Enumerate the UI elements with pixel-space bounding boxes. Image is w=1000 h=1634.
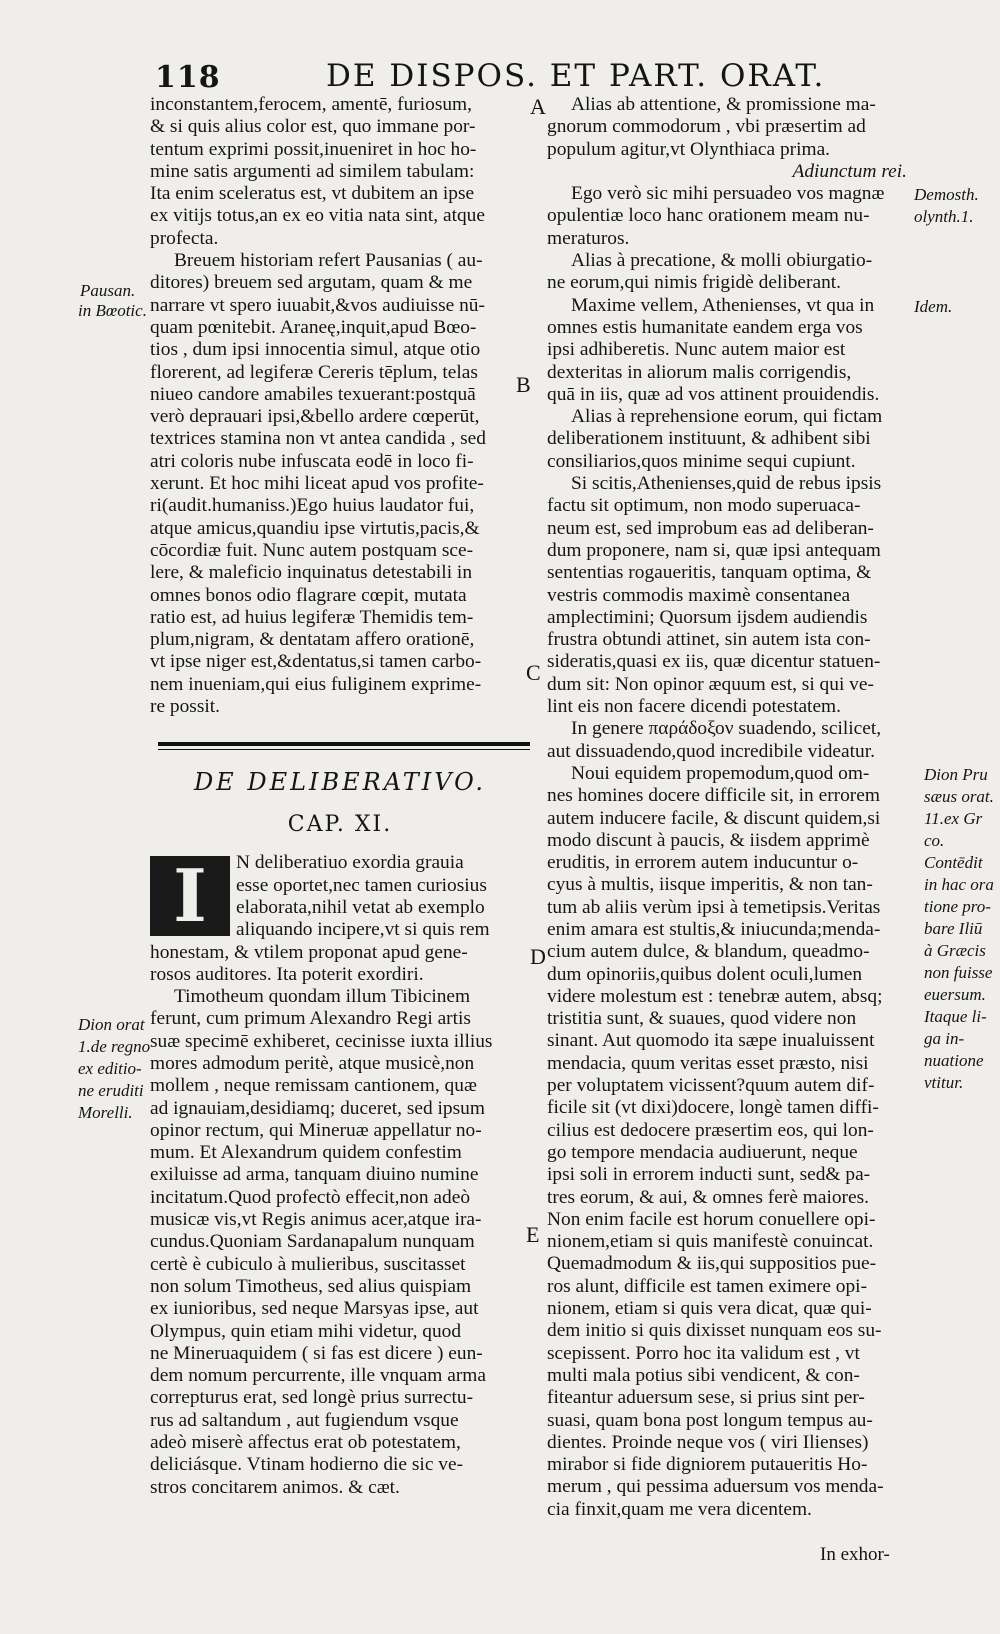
text-line: mine satis argumenti ad similem tabulam: — [150, 160, 475, 182]
right-column — [547, 94, 935, 1521]
text-line: incitatum.Quod profectò effecit,non adeò — [150, 1186, 471, 1208]
text-line: tum ab aliis verùm ipsi à temetipsis.Veritas — [547, 896, 881, 918]
text-line: Alias ab attentione, & promissione ma- — [571, 94, 876, 115]
text-line: adeò miserè affectus erat ob potestatem, — [150, 1432, 461, 1454]
text-line: mum. Et Alexandrum quidem confestim — [150, 1142, 462, 1164]
section-letter-a: A — [530, 94, 546, 119]
margin-note: Demosth. — [914, 185, 979, 204]
margin-note: olynth.1. — [914, 207, 974, 226]
text-line: ne Mineruaquidem ( si fas est dicere ) eun- — [150, 1342, 483, 1364]
section-letter-c: C — [526, 660, 541, 685]
margin-note: Itaque li- — [924, 1007, 987, 1026]
margin-note: ga in- — [924, 1029, 965, 1048]
text-line: suasi, quam bona post longum tempus au- — [547, 1409, 873, 1431]
text-line: xerunt. Et hoc mihi liceat apud vos profite- — [150, 473, 484, 495]
text-line: neum est, sed improbum eas ad deliberan- — [547, 517, 874, 539]
text-line: ex iunioribus, sed neque Marsyas ipse, aut — [150, 1298, 479, 1320]
text-line: Breuem historiam refert Pausanias ( au- — [174, 250, 483, 272]
text-line: N deliberatiuo exordia grauia — [236, 852, 464, 874]
left-bottom-text — [150, 942, 530, 1499]
text-line: suæ specimē exhiberet, cecinisse iuxta illius — [150, 1030, 493, 1052]
margin-note: tione pro- — [924, 897, 991, 916]
left-column — [150, 94, 530, 1499]
margin-note: in Bœotic. — [78, 301, 147, 320]
text-line: tentum exprimi possit,inueniret in hoc ho- — [150, 138, 477, 160]
text-line: nionem,etiam si quis manifestè conuincat. — [547, 1231, 874, 1253]
text-line: modo discunt à paucis, & iisdem apprimè — [547, 829, 870, 851]
text-line: mirabor si fide digniorem putaueritis Ho- — [547, 1454, 868, 1476]
text-line: honestam, & vtilem proponat apud gene- — [150, 941, 468, 963]
text-line: cilius est dedocere præsertim eos, qui lon- — [547, 1119, 874, 1141]
text-line: go tempore mendacia audiuerunt, neque — [547, 1141, 858, 1163]
text-line: & si quis alius color est, quo immane por- — [150, 116, 476, 138]
margin-note: vtitur. — [924, 1073, 964, 1092]
text-line: lint eis non facere dicendi potestatem. — [547, 696, 841, 718]
text-line: cia finxit,quam me vera dicentem. — [547, 1498, 812, 1520]
margin-note: 11.ex Gr — [924, 809, 983, 828]
margin-note: ne eruditi — [78, 1081, 144, 1100]
text-line: vt ipse niger est,&dentatus,si tamen carbo- — [150, 651, 482, 673]
section-divider — [158, 742, 530, 750]
text-line: ri(audit.humaniss.)Ego huius laudator fui, — [150, 495, 475, 517]
margin-note: euersum. — [924, 985, 986, 1004]
text-line: Alias à reprehensione eorum, qui fictam — [571, 406, 883, 428]
text-line: scepissent. Porro hoc ita validum est , vt — [547, 1342, 860, 1364]
text-line: deliberationem instituunt, & adhibent sibi — [547, 428, 871, 450]
text-line: frustra obtundi attinet, sin autem ista con- — [547, 629, 871, 651]
text-line: consiliarios,quos minime sequi cupiunt. — [547, 450, 856, 472]
text-line: nes homines docere difficile sit, in errorem — [547, 785, 880, 807]
text-line: nem inueniam,qui eius fuliginem exprime- — [150, 673, 482, 695]
text-line: cium autem dulce, & blandum, queadmo- — [547, 941, 870, 963]
text-line: vestris commodis maximè consentanea — [547, 584, 851, 606]
text-line: eruditis, in errorem autem inducuntur o- — [547, 852, 859, 874]
text-line: tristitia sunt, & suaues, quod videre non — [547, 1008, 857, 1030]
text-line: videre molestum est : tenebræ autem, absq; — [547, 985, 883, 1007]
text-line: lere, & maleficio inquinatus detestabili in — [150, 562, 473, 584]
text-line: nionem, etiam si quis vera dicat, quæ qui- — [547, 1298, 872, 1320]
text-line: dum opinoriis,quibus dolent oculi,lumen — [547, 963, 863, 985]
section-title: DE DELIBERATIVO. — [193, 768, 487, 797]
text-line: musicæ vis,vt Regis animus acer,atque ira- — [150, 1209, 482, 1231]
text-line: cyus à multis, iisque imperitis, & non tan- — [547, 874, 873, 896]
text-line: per voluptatem vicissent?quum autem dif- — [547, 1075, 875, 1097]
text-line: dum sit: Non opinor æquum est, si qui ve- — [547, 673, 874, 695]
margin-note: à Græcis — [924, 941, 986, 960]
text-line: elaborata,nihil vetat ab exemplo — [236, 896, 485, 918]
text-line: Non enim facile est horum conuellere opi- — [547, 1208, 876, 1230]
text-line: In genere παράδοξον suadendo, scilicet, — [571, 718, 882, 740]
section-letter-e: E — [526, 1222, 540, 1247]
decorated-initial: I — [150, 856, 230, 936]
text-line: Timotheum quondam illum Tibicinem — [174, 986, 471, 1008]
left-top-text — [150, 94, 530, 718]
margin-note: sæus orat. — [924, 787, 994, 806]
text-line: ditores) breuem sed argutam, quam & me — [150, 272, 473, 294]
text-line: Ita enim sceleratus est, vt dubitem an ipse — [150, 183, 475, 205]
text-line: ratio est, ad huius legiferæ Themidis tem- — [150, 606, 474, 628]
page-number: 118 — [155, 60, 221, 95]
text-line: ipsi soli in errorem inducti sunt, sed& pa- — [547, 1164, 871, 1186]
text-line: tios , dum ipsi innocentia simul, atque otio — [150, 339, 481, 361]
text-line: Maxime vellem, Athenienses, vt qua in — [571, 294, 875, 316]
subheading: Adiunctum rei. — [792, 160, 907, 182]
text-line: opulentiæ loco hanc orationem meam nu- — [547, 205, 870, 227]
margin-note: ex editio- — [78, 1059, 142, 1078]
text-line: factu sit optimum, non modo superuaca- — [547, 495, 861, 517]
margin-note: Dion Pru — [924, 765, 988, 784]
text-line: rus ad saltandum , aut fugiendum vsque — [150, 1409, 459, 1431]
text-line: opinor rectum, qui Mineruæ appellatur no- — [150, 1119, 482, 1141]
text-line: ficile sit (vt dixi)docere, longè tamen diffi- — [547, 1097, 879, 1119]
text-line: Quemadmodum & iis,qui suppositios pue- — [547, 1253, 877, 1275]
running-title: DE DISPOS. ET PART. ORAT. — [326, 58, 826, 94]
chapter-title: CAP. XI. — [287, 812, 393, 838]
text-line: ros alunt, difficile est tamen eximere opi- — [547, 1275, 868, 1297]
text-line: omnes estis humanitate eandem erga vos — [547, 316, 863, 338]
text-line: mollem , neque remissam cantionem, quæ — [150, 1075, 477, 1097]
text-line: multi mala potius sibi vendicent, & con- — [547, 1364, 860, 1386]
text-line: ferunt, cum primum Alexandro Regi artis — [150, 1008, 471, 1030]
text-line: quam pœnitebit. Araneę,inquit,apud Bœo- — [150, 316, 477, 338]
text-line: atque amicus,quandiu ipse virtutis,pacis,& — [150, 517, 480, 539]
text-line: omnes bonos odio flagrare cœpit, mutata — [150, 584, 467, 606]
margin-note: Dion orat — [78, 1015, 145, 1034]
text-line: atri coloris nube infuscata eodē in loco fi- — [150, 450, 474, 472]
text-line: dexteritas in aliorum malis corrigendis, — [547, 361, 852, 383]
section-letter-d: D — [530, 944, 546, 969]
text-line: dum proponere, nam si, quæ ipsi antequam — [547, 539, 881, 561]
text-line: Si scitis,Athenienses,quid de rebus ipsis — [571, 473, 882, 495]
text-line: ex vitijs totus,an ex eo vitia nata sint, atque — [150, 205, 485, 227]
text-line: sinant. Aut quomodo ita sæpe inualuissent — [547, 1030, 875, 1052]
text-line: cundus.Quoniam Sardanapalum nunquam — [150, 1231, 475, 1253]
margin-note: Pausan. — [80, 281, 136, 300]
text-line: exiluisse ad arma, tanquam diuino numine — [150, 1164, 479, 1186]
margin-note: nuatione — [924, 1051, 984, 1070]
text-line: re possit. — [150, 696, 221, 718]
margin-note: Morelli. — [78, 1103, 133, 1122]
text-line: ne eorum,qui nimis frigidè deliberant. — [547, 272, 842, 294]
text-line: plum,nigram, & dentatam affero orationē, — [150, 629, 475, 651]
text-line: mendacia, quum veritas esset præsto, nisi — [547, 1052, 869, 1074]
text-line: non solum Timotheus, sed alius quispiam — [150, 1275, 472, 1297]
text-line: ipsi adhiberetis. Nunc autem maior est — [547, 339, 846, 361]
catchword: In exhor- — [820, 1544, 890, 1565]
text-line: stros concitarem animos. & cæt. — [150, 1476, 400, 1498]
text-line: enim amara est stultis,& iniucunda;menda- — [547, 918, 881, 940]
text-line: sententias rogaueritis, tanquam optima, & — [547, 562, 872, 584]
section-letter-b: B — [516, 372, 531, 397]
text-line: sideratis,quasi ex iis, quæ dicentur statuen- — [547, 651, 881, 673]
text-line: meraturos. — [547, 227, 630, 249]
text-line: tres eorum, & aui, & omnes ferè maiores. — [547, 1186, 870, 1208]
text-line: rosos auditores. Ita poterit exordiri. — [150, 963, 424, 985]
text-line: Ego verò sic mihi persuadeo vos magnæ — [571, 183, 885, 205]
text-line: deliciásque. Vtinam hodierno die sic ve- — [150, 1454, 464, 1476]
text-line: inconstantem,ferocem, amentē, furiosum, — [150, 94, 472, 115]
text-line: aliquando incipere,vt si quis rem — [236, 919, 490, 941]
margin-note: co. — [924, 831, 945, 850]
text-line: correpturus erat, sed longè prius surrectu- — [150, 1387, 474, 1409]
text-line: dientes. Proinde neque vos ( viri Ilienses) — [547, 1431, 869, 1453]
text-line: textrices stamina non vt antea candida , sed — [150, 428, 486, 450]
text-line: aut dissuadendo,quod incredibile videatur. — [547, 740, 875, 762]
text-line: Olympus, quin etiam mihi videtur, quod — [150, 1320, 462, 1342]
page-header — [0, 52, 1000, 95]
text-line: niueo candore amabiles texuerant:postquā — [150, 383, 476, 405]
text-line: quā in iis, quæ ad vos attinent prouidendis. — [547, 383, 880, 405]
text-line: dem initio si quis dixisset nunquam eos su- — [547, 1320, 882, 1342]
text-line: Noui equidem propemodum,quod om- — [571, 762, 870, 784]
text-line: verò deprauari ipsi,&bello ardere cœperūt, — [150, 406, 480, 428]
margin-note: 1.de regno — [78, 1037, 151, 1056]
text-line: cōcordiæ fuit. Nunc autem postquam sce- — [150, 539, 474, 561]
text-line: florerent, ad legiferæ Cereris tēplum, telas — [150, 361, 478, 383]
text-line: populum agitur,vt Olynthiaca prima. — [547, 138, 831, 160]
text-line: amplectimini; Quorsum ijsdem audiendis — [547, 606, 868, 628]
text-line: merum , qui pessima aduersum vos menda- — [547, 1476, 884, 1498]
text-line: esse oportet,nec tamen curiosius — [236, 874, 487, 896]
margin-note: Contēdit — [924, 853, 983, 872]
text-line: narrare vt spero iuuabit,&vos audiuisse nū- — [150, 294, 485, 316]
text-line: dem nomum percurrente, ille vnquam arma — [150, 1365, 486, 1387]
text-line: mores admodum peritè, atque musicè,non — [150, 1052, 475, 1074]
margin-note: bare Iliū — [924, 919, 983, 938]
text-line: gnorum commodorum , vbi præsertim ad — [547, 116, 866, 138]
margin-note: Idem. — [914, 297, 953, 316]
text-line: ad ignauiam,desidiamq; duceret, sed ipsum — [150, 1097, 485, 1119]
text-line: Alias à precatione, & molli obiurgatio- — [571, 250, 873, 272]
text-line: certè è cubiculo à mulieribus, suscitasset — [150, 1253, 466, 1275]
margin-note: non fuisse — [924, 963, 993, 982]
chapter-opening — [150, 852, 530, 941]
margin-note: in hac ora — [924, 875, 994, 894]
text-line: profecta. — [150, 227, 219, 249]
text-line: fiteantur aduersum sese, si prius sint per- — [547, 1387, 865, 1409]
text-line: autem inducere facile, & discunt quidem,si — [547, 807, 881, 829]
